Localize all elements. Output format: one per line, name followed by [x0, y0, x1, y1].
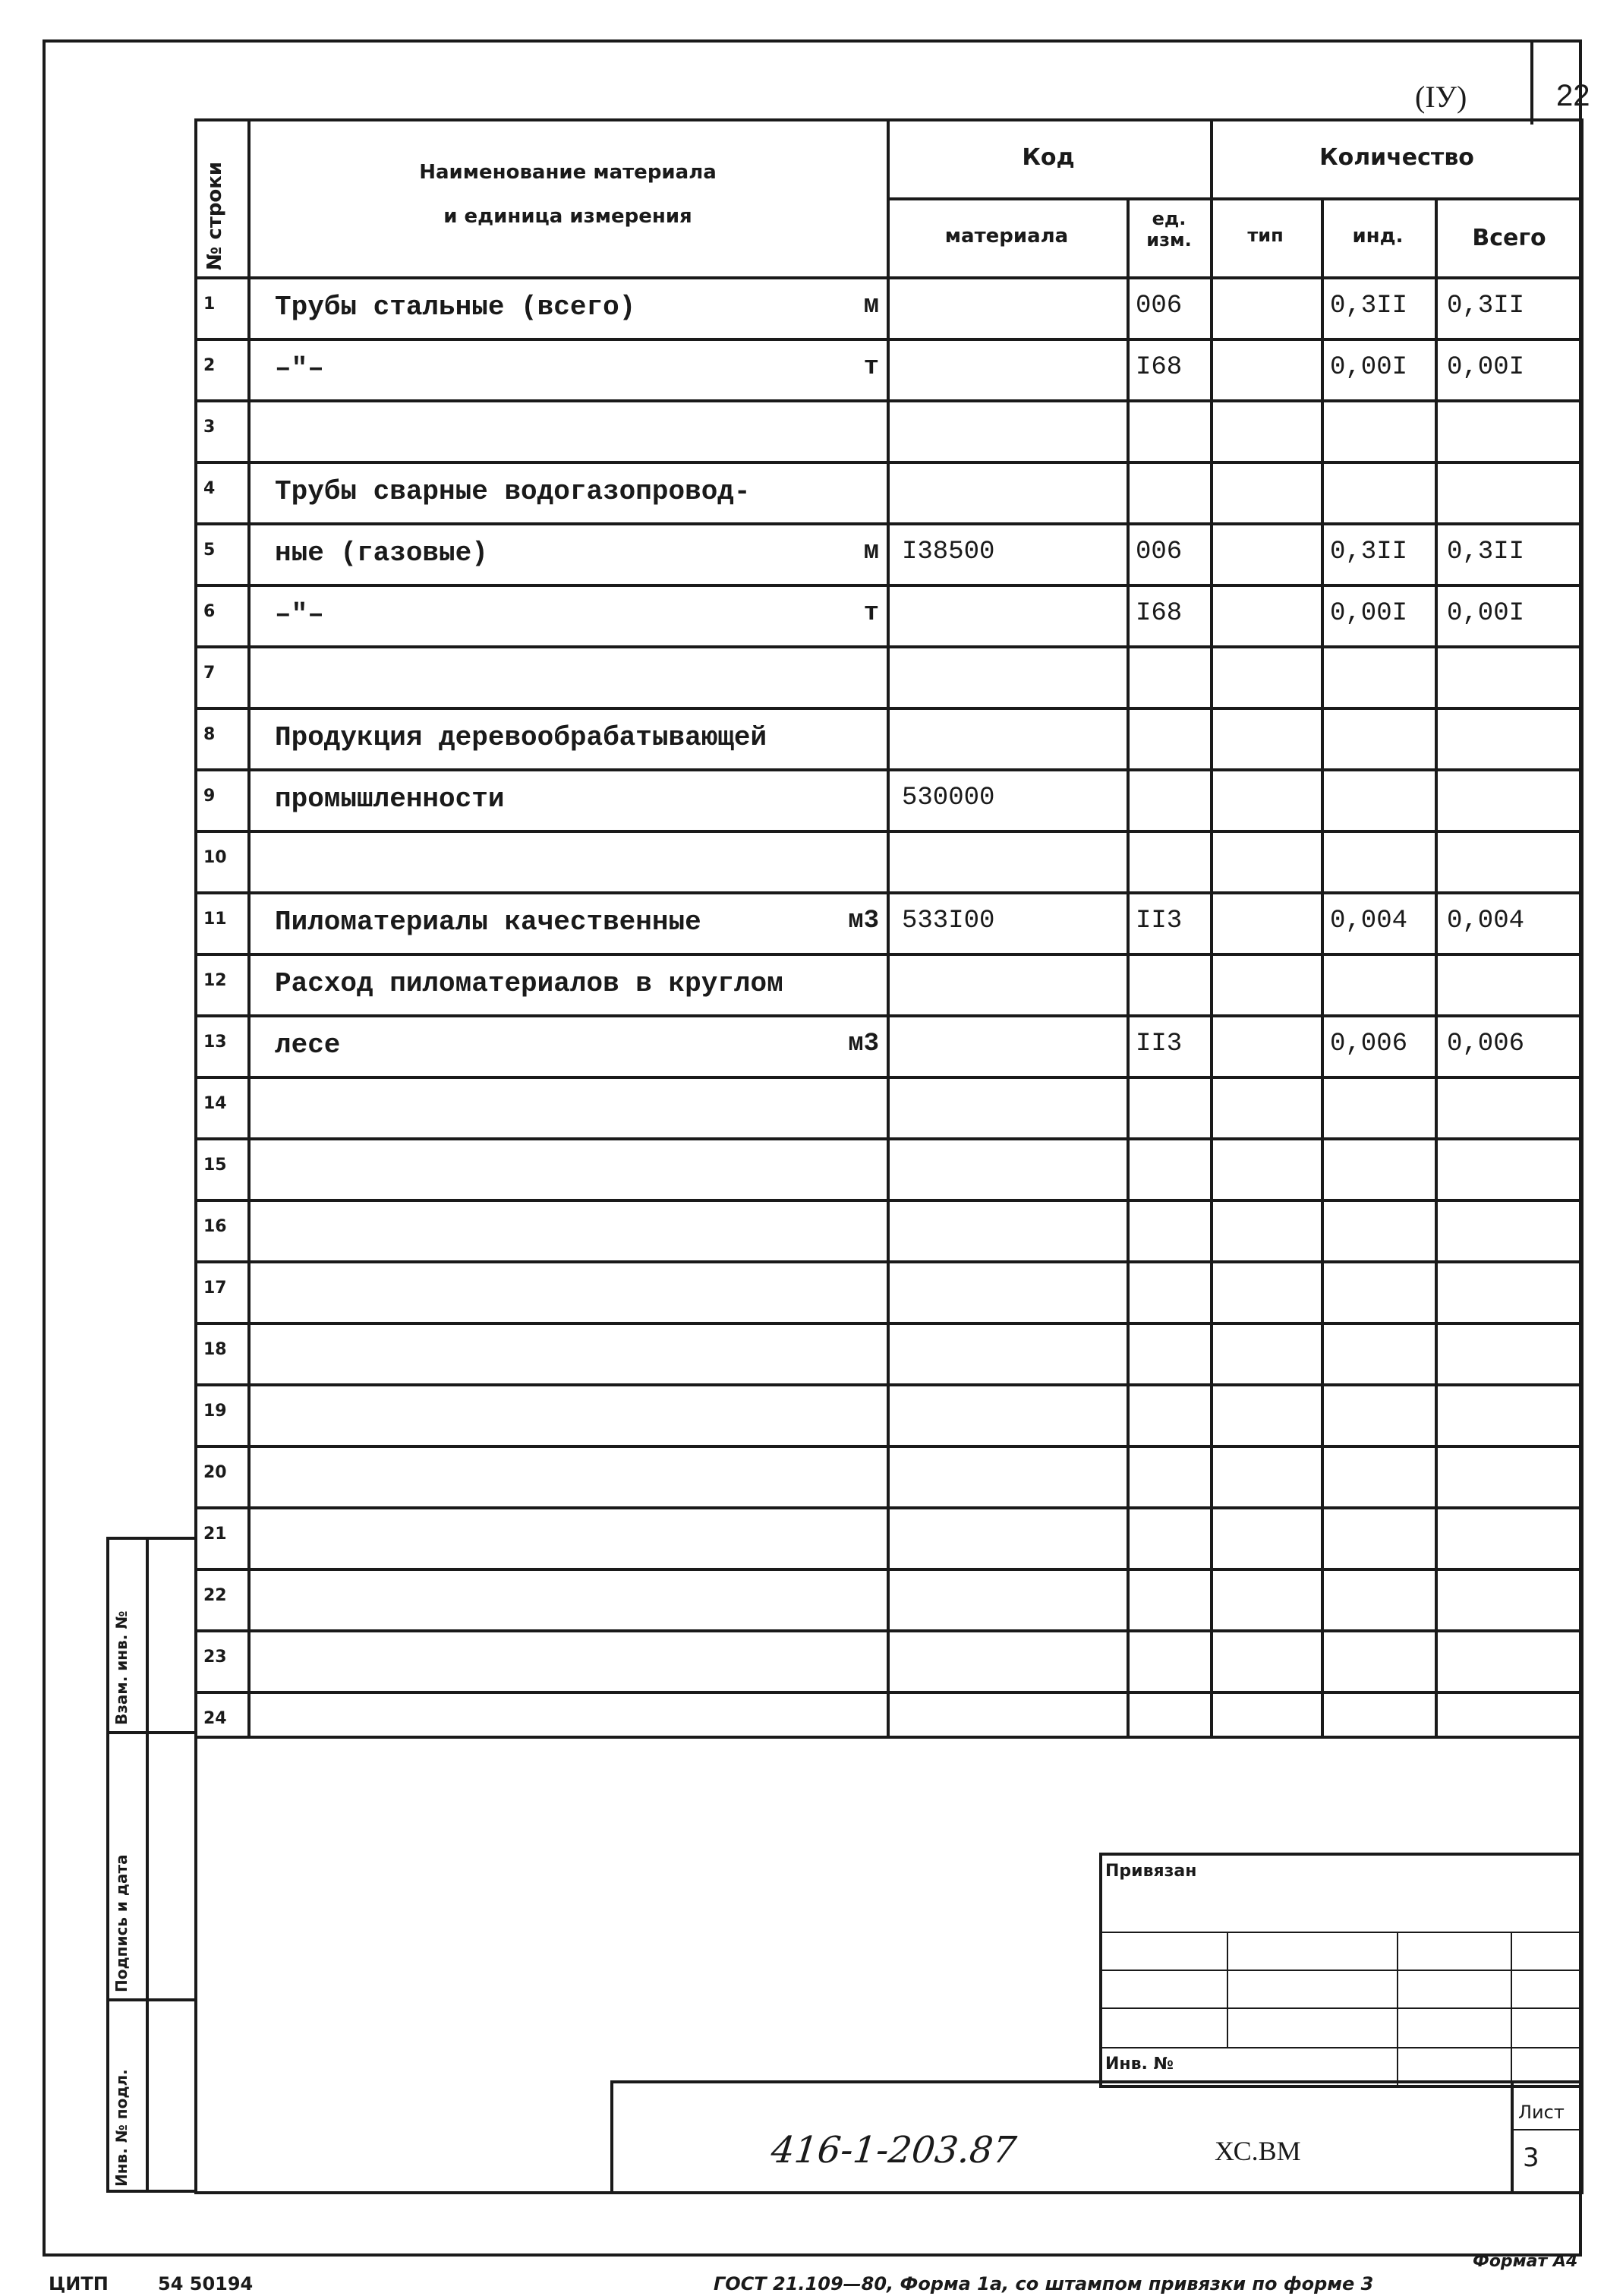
title-sheet-hline — [1511, 2129, 1584, 2130]
row-material-name: промышленности — [275, 784, 505, 815]
row-material-code: 533I00 — [902, 907, 995, 935]
header-code-unit: ед. изм. — [1146, 208, 1192, 251]
header-qty-group: Количество — [1319, 144, 1474, 171]
row-qty-ind: 0,00I — [1330, 599, 1408, 628]
row-unit-code: II3 — [1136, 907, 1183, 935]
row-number: 7 — [203, 664, 216, 683]
row-unit-code: II3 — [1136, 1030, 1183, 1058]
row-qty-total: 0,3II — [1447, 538, 1525, 566]
row-number: 4 — [203, 479, 216, 498]
page-number-divider — [1530, 39, 1533, 125]
row-number: 17 — [203, 1279, 227, 1298]
row-unit-code: I68 — [1136, 599, 1183, 628]
row-qty-ind: 0,006 — [1330, 1030, 1408, 1058]
row-divider — [194, 1014, 1584, 1017]
row-divider — [194, 768, 1584, 771]
format-label: Формат А4 — [1473, 2252, 1578, 2271]
row-material-name: лесе — [275, 1030, 341, 1061]
row-number: 13 — [203, 1033, 227, 1052]
sheet-value: 3 — [1523, 2143, 1539, 2173]
header-qty-ind: инд. — [1352, 225, 1404, 248]
row-number: 8 — [203, 725, 216, 744]
row-divider — [194, 1137, 1584, 1140]
row-qty-total: 0,3II — [1447, 292, 1525, 320]
row-number: 16 — [203, 1217, 227, 1236]
row-divider — [194, 707, 1584, 710]
row-number: 24 — [203, 1709, 227, 1728]
row-divider — [194, 399, 1584, 402]
row-divider — [194, 461, 1584, 464]
header-code-group: Код — [1022, 144, 1075, 171]
binding-inv-label: Инв. № — [1105, 2055, 1174, 2074]
row-qty-ind: 0,3II — [1330, 538, 1408, 566]
row-divider — [194, 584, 1584, 587]
header-bottom-line — [194, 276, 1584, 279]
row-number: 21 — [203, 1525, 227, 1544]
row-material-code: I38500 — [902, 538, 995, 566]
row-unit-code: 006 — [1136, 292, 1183, 320]
page-number: 22 — [1556, 79, 1590, 112]
row-number: 14 — [203, 1094, 227, 1113]
row-material-code: 530000 — [902, 784, 995, 812]
header-name-line2: и единица измерения — [443, 205, 692, 228]
binding-col3 — [1511, 1932, 1512, 2088]
row-divider — [194, 953, 1584, 956]
row-number: 23 — [203, 1648, 227, 1667]
row-divider — [194, 645, 1584, 648]
header-code-material: материала — [944, 225, 1069, 248]
row-number: 10 — [203, 848, 227, 867]
col-name-line — [887, 118, 890, 1739]
row-divider — [194, 1445, 1584, 1448]
row-material-name: Расход пиломатериалов в круглом — [275, 968, 783, 999]
lower-left-line — [194, 1739, 197, 2194]
row-number: 3 — [203, 418, 216, 437]
row-qty-total: 0,006 — [1447, 1030, 1525, 1058]
row-divider — [194, 1260, 1584, 1263]
row-divider — [194, 522, 1584, 525]
row-unit: м3 — [848, 907, 879, 935]
row-number: 15 — [203, 1156, 227, 1175]
row-material-name: ные (газовые) — [275, 538, 488, 569]
row-divider — [194, 1506, 1584, 1509]
sheet-label: Лист — [1518, 2102, 1565, 2123]
row-divider — [194, 1568, 1584, 1571]
row-divider — [194, 1076, 1584, 1079]
header-qty-total: Всего — [1472, 225, 1546, 251]
row-material-name: –"– — [275, 353, 324, 384]
row-unit: т — [863, 353, 879, 382]
side-stamp-line2 — [106, 1998, 197, 2001]
row-divider — [194, 1691, 1584, 1694]
row-divider — [194, 1322, 1584, 1325]
row-divider — [194, 1383, 1584, 1386]
footer-gost: ГОСТ 21.109—80, Форма 1а, со штампом привязки по форме 3 — [714, 2273, 1374, 2294]
row-number: 6 — [203, 602, 216, 621]
side-stamp-divider — [146, 1537, 149, 2193]
row-material-name: Пиломатериалы качественные — [275, 907, 701, 938]
side-label-inv-vzam: Взам. инв. № — [112, 1610, 131, 1725]
title-sheet-divider — [1511, 2080, 1514, 2194]
row-number: 2 — [203, 356, 216, 375]
row-qty-total: 0,004 — [1447, 907, 1525, 935]
row-divider — [194, 338, 1584, 341]
sheet-section: (IУ) — [1415, 80, 1467, 114]
header-row-no: № строки — [203, 161, 226, 270]
row-number: 20 — [203, 1463, 227, 1482]
row-material-name: –"– — [275, 599, 324, 630]
row-unit-code: 006 — [1136, 538, 1183, 566]
row-number: 22 — [203, 1586, 227, 1605]
row-unit: м — [863, 538, 879, 566]
binding-col1 — [1227, 1932, 1228, 2047]
document-code: ХС.ВМ — [1215, 2136, 1301, 2166]
title-block — [610, 2080, 1584, 2194]
row-material-name: Трубы стальные (всего) — [275, 292, 636, 323]
side-label-inv-podl: Инв. № подл. — [112, 2069, 131, 2187]
row-divider — [194, 1199, 1584, 1202]
side-stamp-line1 — [106, 1731, 197, 1734]
row-number: 18 — [203, 1340, 227, 1359]
row-unit: т — [863, 599, 879, 628]
binding-col2 — [1397, 1932, 1398, 2088]
row-qty-ind: 0,3II — [1330, 292, 1408, 320]
row-number: 1 — [203, 295, 216, 314]
row-number: 12 — [203, 971, 227, 990]
row-unit-code: I68 — [1136, 353, 1183, 382]
document-number: 416-1-203.87 — [769, 2129, 1019, 2171]
row-qty-total: 0,00I — [1447, 599, 1525, 628]
header-subline — [887, 197, 1584, 200]
row-number: 5 — [203, 541, 216, 560]
footer-org: ЦИТП — [49, 2273, 109, 2294]
binding-stamp-label: Привязан — [1105, 1862, 1197, 1881]
row-number: 19 — [203, 1402, 227, 1421]
row-material-name: Продукция деревообрабатывающей — [275, 722, 767, 753]
row-unit: м — [863, 292, 879, 320]
row-qty-ind: 0,00I — [1330, 353, 1408, 382]
row-material-name: Трубы сварные водогазопровод- — [275, 476, 751, 507]
side-label-sign-date: Подпись и дата — [112, 1854, 131, 1992]
row-divider — [194, 891, 1584, 894]
row-qty-total: 0,00I — [1447, 353, 1525, 382]
row-number: 9 — [203, 787, 216, 806]
row-number: 11 — [203, 910, 227, 929]
header-name-line1: Наименование материала — [419, 161, 717, 184]
header-qty-type: тип — [1247, 225, 1284, 246]
footer-order: 54 50194 — [158, 2273, 254, 2294]
row-divider — [194, 830, 1584, 833]
row-qty-ind: 0,004 — [1330, 907, 1408, 935]
row-unit: м3 — [848, 1030, 879, 1058]
row-divider — [194, 1629, 1584, 1632]
